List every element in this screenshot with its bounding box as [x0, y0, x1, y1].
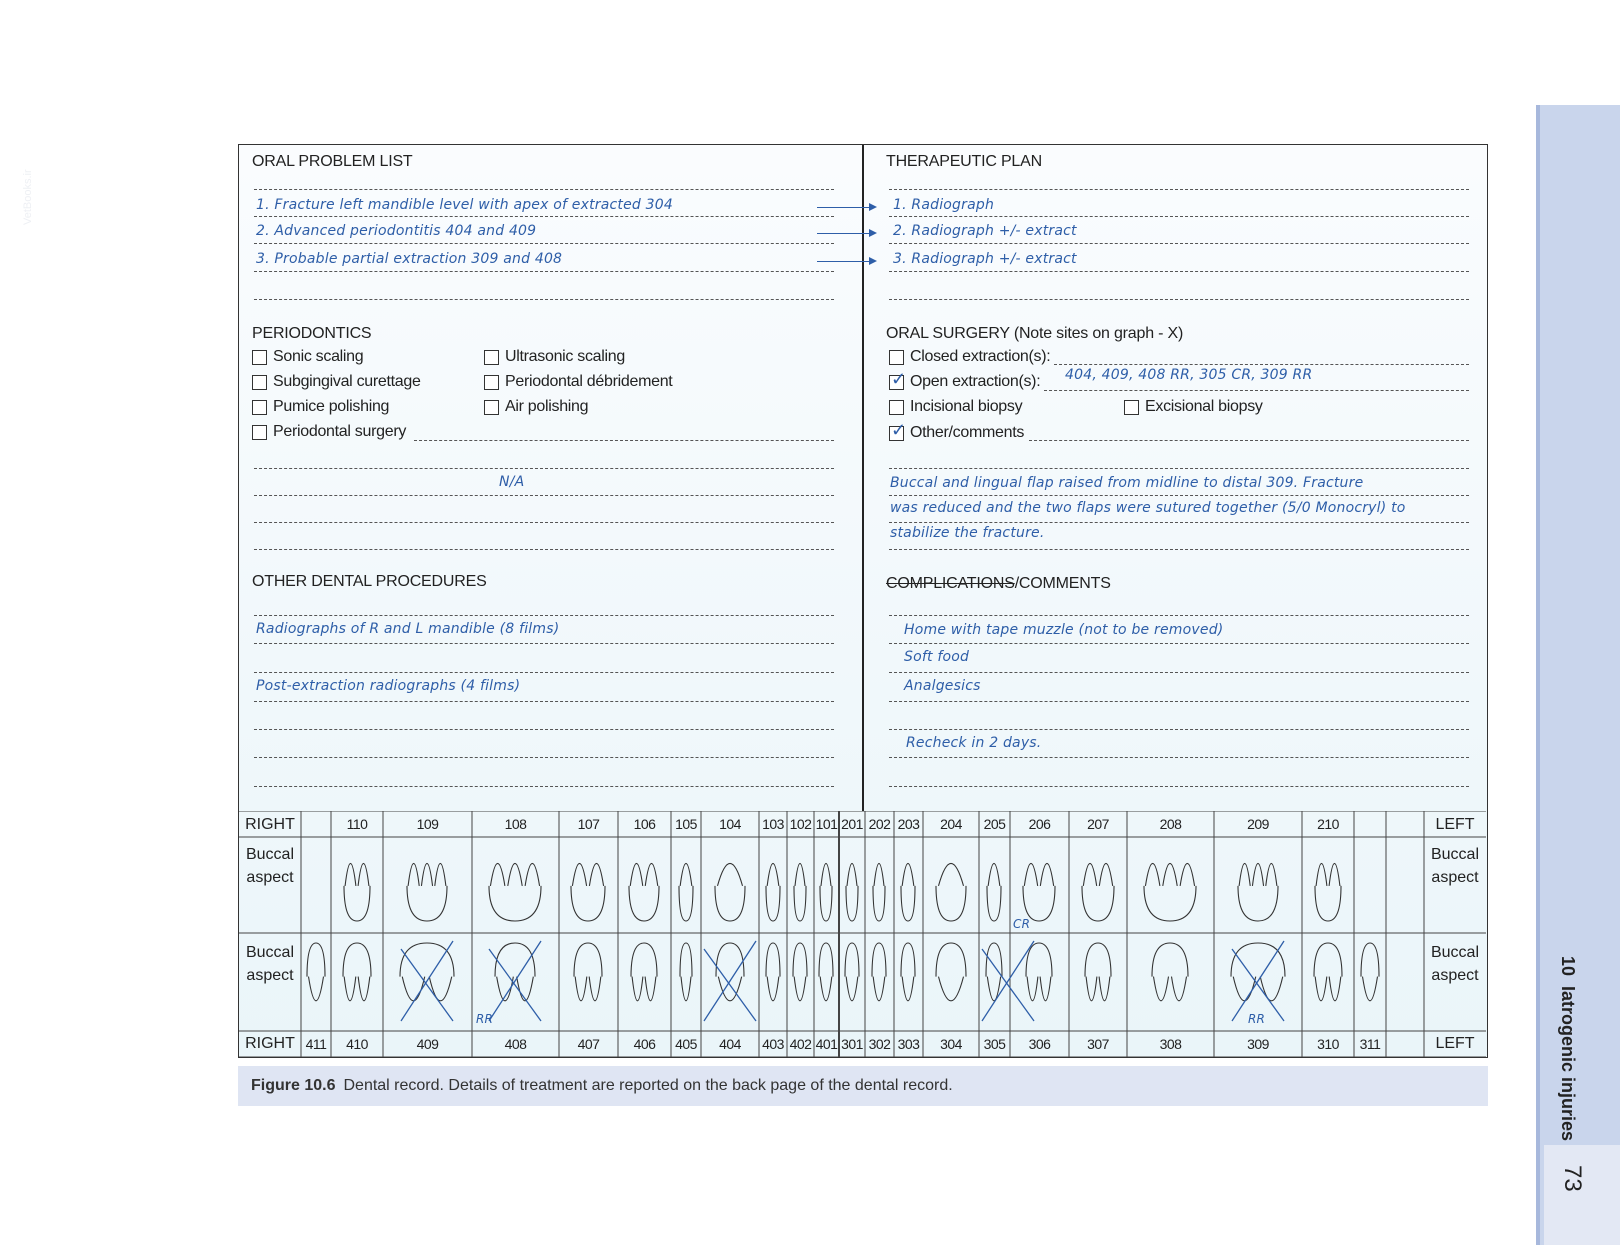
- plan-item: 1. Radiograph: [893, 197, 995, 213]
- extraction-mark: [489, 941, 541, 1021]
- tooth-number: 307: [1087, 1036, 1109, 1052]
- checkbox[interactable]: [889, 350, 904, 365]
- tooth-outline: [631, 943, 657, 1001]
- option-ultrasonic-scaling[interactable]: Ultrasonic scaling: [484, 348, 625, 366]
- checkbox[interactable]: [484, 375, 499, 390]
- dental-chart: [239, 811, 1486, 1057]
- procedure-item: Radiographs of R and L mandible (8 films): [256, 621, 560, 637]
- plan-item: 3. Radiograph +/- extract: [893, 251, 1077, 267]
- option-sonic-scaling[interactable]: Sonic scaling: [252, 348, 363, 366]
- tooth-number: 306: [1028, 1036, 1051, 1052]
- tooth-outline: [986, 943, 1002, 1001]
- tooth-number: 406: [633, 1036, 656, 1052]
- checkbox[interactable]: [252, 400, 267, 415]
- extraction-mark: [1232, 941, 1284, 1021]
- arrow-icon: [817, 207, 875, 208]
- figure-caption: [238, 1066, 1488, 1106]
- complication-item: Recheck in 2 days.: [906, 735, 1042, 751]
- tooth-number: 106: [633, 816, 656, 832]
- problem-item: 2. Advanced periodontitis 404 and 409: [256, 223, 537, 239]
- tooth-number: 105: [675, 816, 697, 832]
- left-label-top: LEFT: [1435, 816, 1475, 833]
- checkbox[interactable]: [252, 350, 267, 365]
- tooth-number: 408: [504, 1036, 527, 1052]
- tooth-number: 110: [346, 816, 368, 832]
- mark-rr: RR: [1248, 1012, 1266, 1026]
- dental-record-form: [238, 144, 1488, 1058]
- checkmark-icon: ✓: [891, 368, 906, 389]
- tooth-outline: [766, 943, 780, 1001]
- tooth-number: 409: [416, 1036, 439, 1052]
- chapter-side-tab: [1536, 105, 1620, 1245]
- arrow-icon: [817, 261, 875, 262]
- tooth-outline: [1361, 943, 1379, 1001]
- periodontics-note: N/A: [499, 474, 525, 490]
- complication-item: Home with tape muzzle (not to be removed): [904, 622, 1224, 638]
- checkbox-checked[interactable]: [889, 368, 906, 390]
- tooth-number: 206: [1028, 816, 1051, 832]
- tooth-number: 310: [1317, 1036, 1339, 1052]
- problem-item: 1. Fracture left mandible level with apex of extracted 304: [256, 197, 673, 213]
- tooth-outline: [715, 863, 745, 921]
- tooth-number: 203: [897, 816, 920, 832]
- buccal-aspect-label: Buccal aspect: [1430, 846, 1480, 886]
- watermark: VetBooks.ir: [22, 169, 34, 225]
- option-incisional-biopsy[interactable]: Incisional biopsy: [889, 398, 1022, 416]
- checkbox[interactable]: [252, 425, 267, 440]
- mark-cr: CR: [1013, 917, 1031, 931]
- tooth-outline: [679, 863, 693, 921]
- extraction-mark: [401, 941, 453, 1021]
- tooth-number: 401: [815, 1036, 838, 1052]
- tooth-number: 103: [762, 816, 784, 832]
- right-label-top: RIGHT: [245, 816, 295, 833]
- tooth-number: 301: [841, 1036, 863, 1052]
- tooth-outline: [571, 863, 605, 921]
- tooth-outline: [872, 943, 886, 1001]
- tooth-number: 305: [983, 1036, 1006, 1052]
- tooth-outline: [680, 943, 692, 1001]
- tooth-outline: [1238, 863, 1278, 921]
- figure-label: Figure 10.6: [251, 1077, 336, 1094]
- extraction-mark: [982, 949, 1034, 1021]
- tooth-outline: [489, 863, 541, 921]
- extraction-mark: [704, 941, 756, 1021]
- chapter-number: 10: [1558, 956, 1578, 977]
- tooth-number: 109: [416, 816, 439, 832]
- tooth-outline: [307, 943, 325, 1001]
- extraction-mark: [982, 941, 1034, 1021]
- surgery-comment-line: was reduced and the two flaps were sutured together (5/0 Monocryl) to: [890, 500, 1406, 516]
- tooth-number: 304: [940, 1036, 962, 1052]
- problem-item: 3. Probable partial extraction 309 and 408: [256, 251, 563, 267]
- tooth-number: 402: [789, 1036, 812, 1052]
- checkbox[interactable]: [889, 400, 904, 415]
- complication-item: Analgesics: [904, 678, 981, 694]
- tooth-number: 403: [762, 1036, 784, 1052]
- tooth-number: 104: [719, 816, 741, 832]
- tooth-number: 210: [1317, 816, 1339, 832]
- tooth-number: 201: [841, 816, 863, 832]
- surgery-comment-line: stabilize the fracture.: [890, 525, 1045, 541]
- tooth-outline: [820, 863, 832, 921]
- tooth-number: 407: [577, 1036, 600, 1052]
- complications-heading: COMPLICATIONS/COMMENTS: [886, 575, 1111, 592]
- tooth-outline: [794, 863, 806, 921]
- checkbox-checked[interactable]: [889, 419, 906, 441]
- option-periodontal-debridement[interactable]: Periodontal débridement: [484, 373, 672, 391]
- arrow-icon: [817, 233, 875, 234]
- tooth-number: 209: [1247, 816, 1269, 832]
- page-number: 73: [1559, 1165, 1586, 1192]
- tooth-outline: [1026, 943, 1052, 1001]
- tooth-number: 204: [940, 816, 962, 832]
- tooth-number: 108: [504, 816, 527, 832]
- tooth-outline: [901, 943, 915, 1001]
- tooth-outline: [343, 943, 371, 1001]
- tooth-number: 411: [305, 1036, 327, 1052]
- extraction-mark: [401, 949, 453, 1021]
- left-label-bottom: LEFT: [1435, 1035, 1475, 1052]
- checkbox[interactable]: [484, 400, 499, 415]
- option-subgingival-curettage[interactable]: Subgingival curettage: [252, 373, 421, 391]
- other-procedures-heading: OTHER DENTAL PROCEDURES: [252, 573, 487, 590]
- procedure-item: Post-extraction radiographs (4 films): [256, 678, 521, 694]
- oral-surgery-heading: ORAL SURGERY (Note sites on graph - X): [886, 325, 1184, 342]
- tooth-outline: [1144, 863, 1196, 921]
- option-other-comments[interactable]: ✓ Other/comments: [891, 419, 1025, 441]
- tooth-number: 303: [897, 1036, 920, 1052]
- checkbox[interactable]: [484, 350, 499, 365]
- page-number-box: [1544, 1145, 1620, 1245]
- checkmark-icon: ✓: [891, 419, 906, 440]
- tooth-number: 208: [1159, 816, 1182, 832]
- therapeutic-plan-heading: THERAPEUTIC PLAN: [886, 153, 1042, 170]
- tooth-outline: [1082, 863, 1114, 921]
- tooth-outline: [901, 863, 915, 921]
- buccal-aspect-label: Buccal aspect: [245, 846, 295, 886]
- option-open-extraction[interactable]: ✓ Open extraction(s):: [891, 368, 1041, 390]
- tooth-outline: [846, 863, 858, 921]
- tooth-outline: [873, 863, 885, 921]
- caption-text: Dental record. Details of treatment are reported on the back page of the dental record.: [343, 1077, 953, 1094]
- tooth-number: 405: [675, 1036, 697, 1052]
- tooth-number: 101: [815, 816, 838, 832]
- option-pumice-polishing[interactable]: Pumice polishing: [252, 398, 389, 416]
- extraction-mark: [704, 949, 756, 1021]
- chapter-title: Iatrogenic injuries: [1558, 986, 1578, 1142]
- buccal-aspect-label: Buccal aspect: [245, 944, 295, 984]
- option-excisional-biopsy[interactable]: Excisional biopsy: [1124, 398, 1263, 416]
- extraction-mark: [1232, 949, 1284, 1021]
- tooth-outline: [819, 943, 833, 1001]
- tooth-number: 311: [1359, 1036, 1381, 1052]
- column-divider: [862, 145, 864, 811]
- tooth-number: 309: [1247, 1036, 1269, 1052]
- option-air-polishing[interactable]: Air polishing: [484, 398, 588, 416]
- tooth-outline: [344, 863, 370, 921]
- tooth-outline: [845, 943, 859, 1001]
- tooth-outline: [1085, 943, 1111, 1001]
- tooth-outline: [1023, 863, 1055, 921]
- tooth-number: 205: [983, 816, 1006, 832]
- tooth-number: 207: [1087, 816, 1109, 832]
- tooth-outline: [1315, 863, 1341, 921]
- tooth-outline: [629, 863, 659, 921]
- open-extraction-note: 404, 409, 408 RR, 305 CR, 309 RR: [1065, 367, 1313, 383]
- checkbox[interactable]: [1124, 400, 1139, 415]
- complication-item: Soft food: [904, 649, 970, 665]
- tooth-outline: [936, 943, 966, 1001]
- tooth-number: 308: [1159, 1036, 1182, 1052]
- tooth-outline: [793, 943, 807, 1001]
- periodontics-heading: PERIODONTICS: [252, 325, 372, 342]
- problem-list-heading: ORAL PROBLEM LIST: [252, 153, 413, 170]
- tooth-outline: [766, 863, 780, 921]
- checkbox[interactable]: [252, 375, 267, 390]
- tooth-outline: [574, 943, 602, 1001]
- surgery-comment-line: Buccal and lingual flap raised from midline to distal 309. Fracture: [890, 475, 1364, 491]
- plan-item: 2. Radiograph +/- extract: [893, 223, 1077, 239]
- buccal-aspect-label: Buccal aspect: [1430, 944, 1480, 984]
- mark-rr: RR: [476, 1012, 494, 1026]
- tooth-outline: [936, 863, 966, 921]
- tooth-number: 107: [577, 816, 600, 832]
- tooth-outline: [495, 943, 535, 1001]
- tooth-number: 102: [789, 816, 812, 832]
- tooth-outline: [1314, 943, 1342, 1001]
- tooth-outline: [987, 863, 1001, 921]
- tooth-outline: [1152, 943, 1188, 1001]
- tooth-number: 404: [719, 1036, 741, 1052]
- tooth-number: 202: [868, 816, 891, 832]
- option-closed-extraction[interactable]: Closed extraction(s):: [889, 348, 1050, 366]
- tooth-outline: [407, 863, 447, 921]
- right-label-bottom: RIGHT: [245, 1035, 295, 1052]
- tooth-number: 302: [868, 1036, 891, 1052]
- dental-chart-grid: [239, 811, 1486, 1057]
- option-periodontal-surgery[interactable]: Periodontal surgery: [252, 423, 406, 441]
- tooth-number: 410: [346, 1036, 368, 1052]
